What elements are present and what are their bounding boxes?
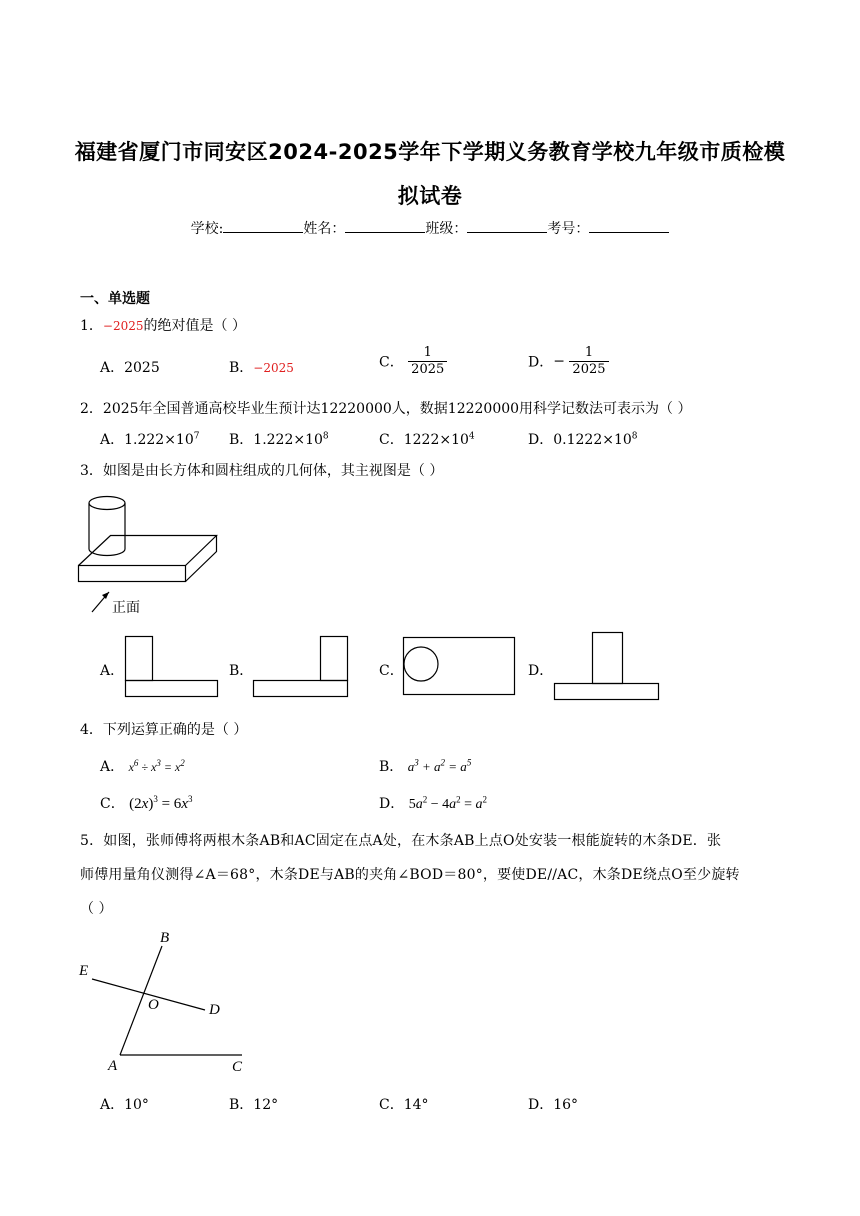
q5-option-a[interactable]: A．10° xyxy=(100,1097,149,1113)
question-4-stem: 4．下列运算正确的是（ ） xyxy=(80,722,248,738)
question-2-stem: 2．2025年全国普通高校毕业生预计达12220000人，数据12220000用科学记数法可表示为（ ） xyxy=(80,401,692,417)
student-info-fields xyxy=(0,218,860,238)
q4-option-b[interactable]: B． $a^3 + a^2 = a^5$ xyxy=(379,757,472,775)
option-label: D． xyxy=(528,354,554,371)
point-label-a: A xyxy=(108,1058,118,1074)
q1-option-c[interactable] xyxy=(379,345,447,378)
q5-option-c[interactable]: C．14° xyxy=(379,1097,429,1113)
q4-option-d[interactable]: D． $5a^2 - 4a^2 = a^2$ xyxy=(379,794,487,812)
exam-number-label: 考号： xyxy=(547,221,590,237)
q3-option-c-view[interactable] xyxy=(398,630,520,702)
q2-option-d[interactable]: D．$0.1222\times 10^8$ xyxy=(528,431,638,448)
name-label: 姓名： xyxy=(303,221,346,237)
minus-sign: − xyxy=(553,353,565,370)
q3-option-d-view[interactable] xyxy=(550,628,664,704)
question-3-stem: 3．如图是由长方体和圆柱组成的几何体，其主视图是（ ） xyxy=(80,463,444,479)
option-value: −2025 xyxy=(253,361,294,375)
option-label: C． xyxy=(379,354,404,371)
option-label: B． xyxy=(229,360,254,376)
q3-option-a-label[interactable]: A． xyxy=(100,663,125,679)
q3-option-b-label[interactable]: B． xyxy=(229,663,254,679)
q5-option-d[interactable]: D．16° xyxy=(528,1097,579,1113)
page-title-line1: 福建省厦门市同安区2024-2025学年下学期义务教育学校九年级市质检模 xyxy=(74,140,786,164)
name-blank[interactable] xyxy=(345,218,425,233)
q3-option-a-view[interactable] xyxy=(120,630,225,702)
exam-number-blank[interactable] xyxy=(589,218,669,233)
question-number: 1． xyxy=(80,318,103,334)
q5-angle-figure xyxy=(70,928,260,1078)
q5-option-b[interactable]: B．12° xyxy=(229,1097,279,1113)
front-label: 正面 xyxy=(112,600,140,616)
q4-option-c[interactable]: C． $(2x)^3 = 6x^3$ xyxy=(100,794,193,812)
q2-option-b[interactable]: B．$1.222\times 10^8$ xyxy=(229,431,329,448)
q2-option-a[interactable]: A．$1.222\times 10^7$ xyxy=(100,431,200,448)
page-title-line2: 拟试卷 xyxy=(397,184,463,208)
question-5-line2: 师傅用量角仪测得∠A＝68°，木条DE与AB的夹角∠BOD＝80°，要使DE//AC，木条DE绕点O至少旋转 xyxy=(80,867,740,883)
q3-option-d-label[interactable]: D． xyxy=(528,663,554,679)
question-1-stem xyxy=(80,311,780,341)
fraction: $\frac{1}{2025}$ xyxy=(569,345,608,378)
q3-solid-figure xyxy=(70,490,230,620)
point-label-d: D xyxy=(209,1002,220,1018)
class-label: 班级： xyxy=(425,221,468,237)
point-label-o: O xyxy=(148,997,159,1013)
fraction: $\frac{1}{2025}$ xyxy=(408,345,447,378)
school-label: 学校: xyxy=(190,221,224,237)
point-label-c: C xyxy=(232,1059,243,1075)
q1-expression: −2025 xyxy=(102,319,144,333)
point-label-b: B xyxy=(160,930,170,946)
question-5-line1: 5．如图，张师傅将两根木条AB和AC固定在点A处，在木条AB上点O处安装一根能旋转的木条DE．张 xyxy=(80,833,722,849)
section-title: 一、单选题 xyxy=(80,291,150,307)
q1-option-d[interactable] xyxy=(528,345,609,378)
q3-option-b-view[interactable] xyxy=(248,630,353,702)
q2-option-c[interactable]: C．$1222\times 10^4$ xyxy=(379,431,475,448)
q4-option-a[interactable]: A． $x^6 \div x^3 = x^2$ xyxy=(100,758,185,775)
class-blank[interactable] xyxy=(467,218,547,233)
q1-stem-text: 的绝对值是（ ） xyxy=(143,318,246,334)
q1-option-b[interactable] xyxy=(229,357,294,377)
q3-option-c-label[interactable]: C． xyxy=(379,663,404,679)
q1-option-a[interactable]: A．2025 xyxy=(100,360,160,376)
point-label-e: E xyxy=(79,963,89,979)
question-5-line3: （ ） xyxy=(80,901,113,917)
school-blank[interactable] xyxy=(223,218,303,233)
